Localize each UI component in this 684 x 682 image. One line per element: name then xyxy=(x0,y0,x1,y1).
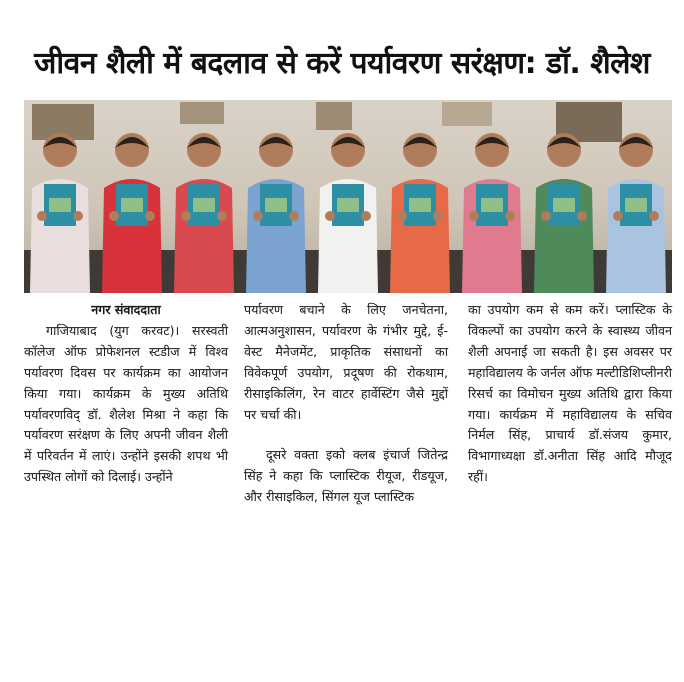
article-paragraph: पर्यावरण बचाने के लिए जनचेतना, आत्मअनुशासन, पर्यावरण के गंभीर मुद्दे, ई-वेस्ट मैनेजमेंट, प्राकृतिक संसाधनों का विवेकपूर्ण उपयोग, प्रदूषण की रोकथाम, रीसाइकिलिंग, रेन वाटर हार्वेस्टिंग जैसे मुद्दों पर चर्चा की। xyxy=(244,302,448,422)
article-paragraph: का उपयोग कम से कम करें। प्लास्टिक के विकल्पों का उपयोग करने के स्वास्थ्य जीवन शैली अपनाई जा सकती है। इस अवसर पर महाविद्यालय के जर्नल ऑफ मल्टीडिशिप्लीनरी रिसर्च का विमोचन मुख्य अतिथि द्वारा किया गया। कार्यक्रम में महाविद्यालय के सचिव निर्मल सिंह, प्राचार्य डॉ.संजय कुमार, विभागाध्यक्षा डॉ.अनीता सिंह आदि मौजूद रहीं। xyxy=(468,302,672,485)
headline: जीवन शैली में बदलाव से करें पर्यावरण सरंक्षण: डॉ. शैलेश xyxy=(34,46,650,81)
group-photo-illustration xyxy=(24,100,672,293)
person xyxy=(534,133,594,293)
wall-frame xyxy=(316,102,352,130)
person xyxy=(606,133,666,293)
person xyxy=(246,133,306,293)
article-column-1 xyxy=(24,300,228,560)
article-body xyxy=(24,300,672,560)
person xyxy=(102,133,162,293)
article-column-3 xyxy=(468,300,672,560)
person xyxy=(462,133,522,293)
wall-frame xyxy=(442,102,492,126)
article-column-2 xyxy=(244,300,448,560)
person xyxy=(318,133,378,293)
article-paragraph: दूसरे वक्ता इको क्लब इंचार्ज जितेन्द्र सिंह ने कहा कि प्लास्टिक रीयूज, रीडयूज, और रीसाइकिल, सिंगल यूज प्लास्टिक xyxy=(244,447,448,505)
person xyxy=(390,133,450,293)
article-paragraph: गाजियाबाद (युग करवट)। सरस्वती कॉलेज ऑफ प्रोफेशनल स्टडीज में विश्व पर्यावरण दिवस पर कार्यक्रम का आयोजन किया गया। कार्यक्रम के मुख्य अतिथि पर्यावरणविद् डॉ. शैलेश मिश्रा ने कहा कि पर्यावरण सरंक्षण के लिए अपनी जीवन शैली में परिवर्तन में लाएं। उन्होंने इसकी शपथ भी उपस्थित लोगों को दिलाई। उन्होंने xyxy=(24,322,228,485)
person xyxy=(30,133,90,293)
group-photo xyxy=(24,100,672,293)
person xyxy=(174,133,234,293)
wall-frame xyxy=(180,102,224,124)
byline: नगर संवाददाता xyxy=(91,302,161,317)
